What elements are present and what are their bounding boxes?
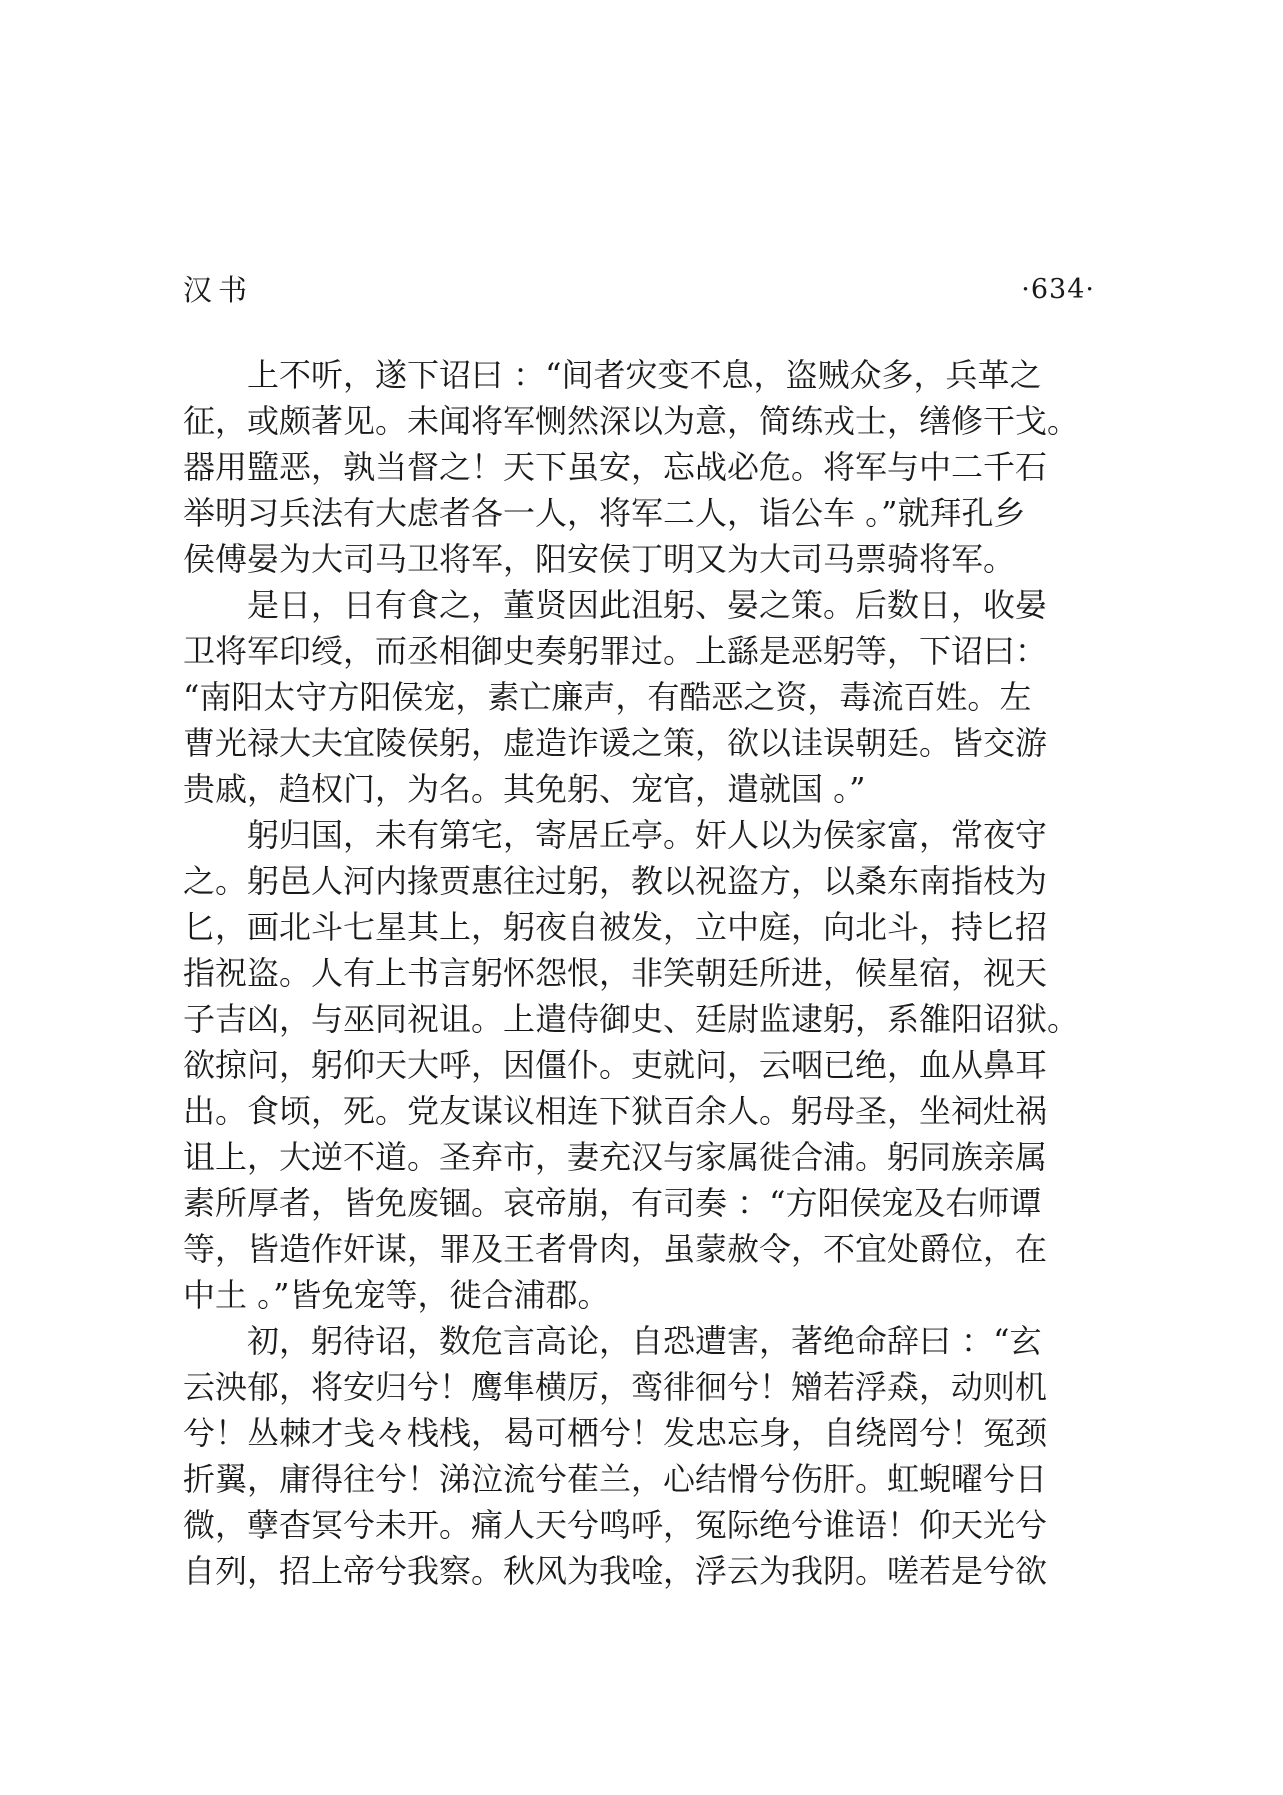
page-header <box>183 272 1095 312</box>
paragraph-2: 是日，日有食之，董贤因此沮躬、晏之策。后数日，收晏 卫将军印绶，而丞相御史奏躬罪过。上繇是恶躬等，下诏曰： “南阳太守方阳侯宠，素亡廉声，有酷恶之资，毒流百姓。左 曹光禄大夫宜陵侯躬，虚造诈谖之策，欲以诖误朝廷。皆交游 贵戚，趋权门，为名。其免躬、宠官，遣就国 。” <box>183 586 1048 808</box>
page-number: ·634· <box>1021 274 1095 305</box>
book-title: 汉书 <box>183 273 254 307</box>
paragraph-3: 躬归国，未有第宅，寄居丘亭。奸人以为侯家富，常夜守 之。躬邑人河内掾贾惠往过躬，教以祝盗方，以桑东南指枝为 匕，画北斗七星其上，躬夜自被发，立中庭，向北斗，持匕招 指祝盗。人有上书言躬怀怨恨，非笑朝廷所进，候星宿，视天 子吉凶，与巫同祝诅。上遣侍御史、廷尉监逮躬，系雒阳诏狱。 欲掠问，躬仰天大呼，因僵仆。吏就问，云咽已绝，血从鼻耳 出。食顷，死。党友谋议相连下狱百余人。躬母圣，坐祠灶祸 诅上，大逆不道。圣弃市，妻充汉与家属徙合浦。躬同族亲属 素所厚者，皆免废锢。哀帝崩，有司奏 ：“方阳侯宠及右师谭 等，皆造作奸谋，罪及王者骨肉，虽蒙赦令，不宜处爵位，在 中土 。”皆免宠等，徙合浦郡。 <box>183 816 1080 1314</box>
paragraph-1: 上不听，遂下诏曰 ：“间者灾变不息，盗贼众多，兵革之 征，或颇著见。未闻将军恻然深以为意，简练戎士，缮修干戈。 器用盬恶，孰当督之！天下虽安，忘战必危。将军与中二千石 举明习兵法有大虑者各一人，将军二人，诣公车 。”就拜孔乡 侯傅晏为大司马卫将军，阳安侯丁明又为大司马票骑将军。 <box>183 356 1080 578</box>
body-text <box>183 352 1095 1594</box>
paragraph-4: 初，躬待诏，数危言高论，自恐遭害，著绝命辞曰 ：“玄 云泱郁，将安归兮！鹰隼横厉，鸾徘徊兮！矰若浮猋，动则机 兮！丛棘才戋々栈栈，曷可栖兮！发忠忘身，自绕罔兮！冤颈 折翼，庸得往兮！涕泣流兮萑兰，心结愲兮伤肝。虹蜺曜兮日 微，孽杳冥兮未开。痛人天兮鸣呼，冤际绝兮谁语！仰天光兮 自列，招上帝兮我察。秋风为我唫，浮云为我阴。嗟若是兮欲 <box>183 1322 1048 1590</box>
